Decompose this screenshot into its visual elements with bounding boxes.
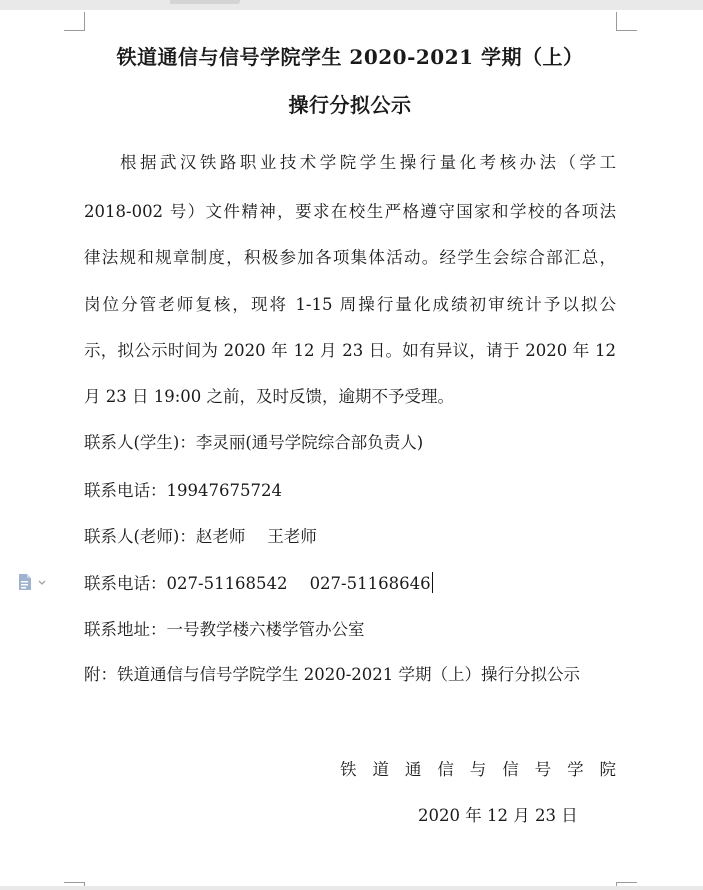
margin-mark-top-left	[64, 12, 85, 31]
toolbar-tab-edge	[170, 0, 240, 4]
body-line-2: 2018-002 号）文件精神，要求在校生严格遵守国家和学校的各项法	[84, 202, 616, 221]
document-subtitle: 操行分拟公示	[288, 93, 412, 117]
body-line-4: 岗位分管老师复核，现将 1-15 周操行量化成绩初审统计予以拟公	[84, 295, 616, 314]
bottom-chrome-strip	[0, 886, 703, 890]
phone-teacher-second: 027-51168646	[309, 574, 431, 593]
contact-teacher-label: 联系人(老师)：赵老师	[84, 527, 246, 546]
attachment-note: 附：铁道通信与信号学院学生 2020-2021 学期（上）操行分拟公示	[84, 665, 581, 684]
phone-teacher-label: 联系电话：027-51168542	[84, 574, 288, 593]
phone-student: 联系电话：19947675724	[84, 481, 282, 500]
top-chrome-strip	[0, 0, 703, 10]
margin-mark-top-right	[616, 12, 637, 31]
document-title: 铁道通信与信号学院学生 2020-2021 学期（上）	[116, 45, 584, 69]
body-line-1: 根据武汉铁路职业技术学院学生操行量化考核办法（学工	[120, 153, 616, 172]
body-line-3: 律法规和规章制度，积极参加各项集体活动。经学生会综合部汇总，	[84, 248, 616, 267]
paragraph-handle[interactable]	[17, 573, 49, 591]
contact-teacher-second: 王老师	[267, 527, 317, 546]
signature-organization: 铁道通信与信号学院	[340, 760, 616, 779]
contact-teacher	[84, 526, 317, 548]
contact-student: 联系人(学生)：李灵丽(通号学院综合部负责人)	[84, 433, 424, 452]
chevron-down-icon	[39, 581, 45, 584]
phone-teacher	[84, 572, 433, 595]
body-line-6: 月 23 日 19:00 之前，及时反馈，逾期不予受理。	[84, 387, 455, 406]
document-paragraph-icon	[17, 573, 49, 591]
address: 联系地址：一号教学楼六楼学管办公室	[84, 620, 365, 639]
body-line-5: 示，拟公示时间为 2020 年 12 月 23 日。如有异议，请于 2020 年 12	[84, 341, 616, 360]
signature-date: 2020 年 12 月 23 日	[418, 806, 578, 825]
text-cursor	[432, 572, 433, 593]
